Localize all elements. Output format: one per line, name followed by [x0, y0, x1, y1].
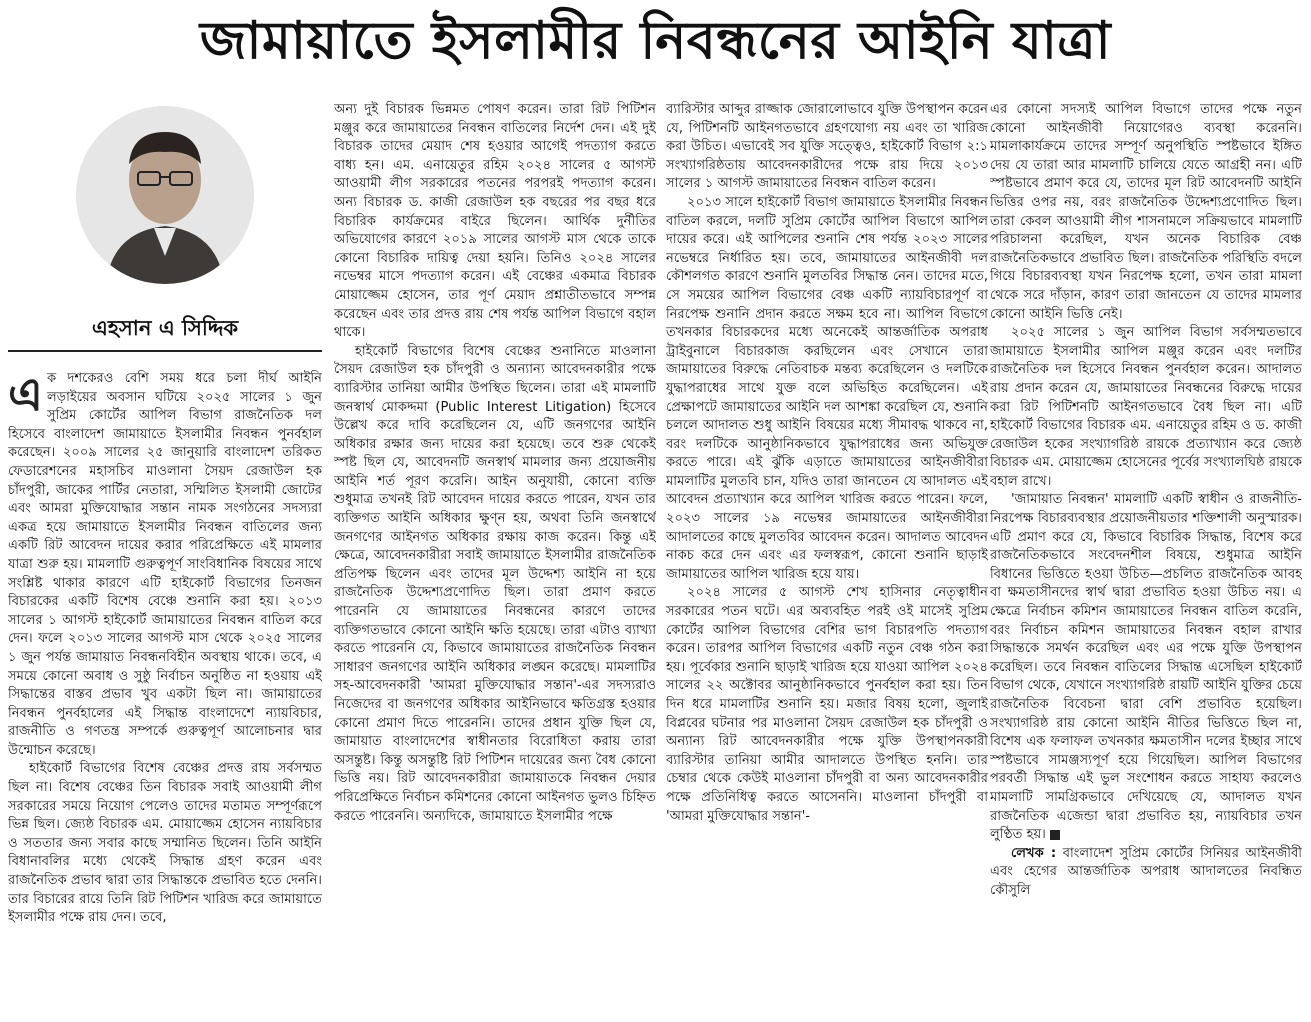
- article-paragraph: ব্যারিস্টার আব্দুর রাজ্জাক জোরালোভাবে যুক্তি উপস্থাপন করেন যে, পিটিশনটি আইনগতভাবে গ্রহণযোগ্য নয় এবং তা খারিজ করা উচিত। এভাবেই সব যুক্তি সত্ত্বেও, হাইকোর্ট বিভাগ ২:১ সংখ্যাগরিষ্ঠতায় আবেদনকারীদের পক্ষে রায় দিয়ে ২০১৩ সালের ১ আগস্ট জামায়াতের নিবন্ধন বাতিল করেন।: [666, 102, 988, 192]
- end-mark-icon: [1050, 830, 1060, 840]
- author-photo: [76, 106, 254, 284]
- author-bio-text: বাংলাদেশ সুপ্রিম কোর্টের সিনিয়র আইনজীবী এবং হেগের আন্তর্জাতিক অপরাধ আদালতের নিবন্ধিত কৌসুলি: [990, 845, 1302, 898]
- drop-cap: এ: [8, 370, 43, 421]
- article-paragraph: ২০২৪ সালের ৫ আগস্ট শেখ হাসিনার নেতৃত্বাধীন সরকারের পতন ঘটে। এর অব্যবহিত পরই ওই মাসেই সুপ্রিম কোর্টের আপিল বিভাগের বেশির ভাগ বিচারপতি পদত্যাগ করেন। তারপর আপিল বিভাগের একটি নতুন বেঞ্চ গঠন করা হয়। পূর্বেকার শুনানি ছাড়াই খারিজ হয়ে যাওয়া আপিল ২০২৪ সালের ২২ অক্টোবর আনুষ্ঠানিকভাবে পুনর্বহাল করা হয়। তিন দিন ধরে মামলাটির শুনানি হয়। মজার বিষয় হলো, জুলাই বিপ্লবের ঘটনার পর মাওলানা সৈয়দ রেজাউল হক চাঁদপুরী ও অন্যান্য রিট আবেদনকারীর পক্ষে যুক্তি উপস্থাপনকারী ব্যারিস্টার তানিয়া আমীর আদালতে উপস্থিত হননি। তার চেম্বার থেকে কেউই মাওলানা চাঁদপুরী বা অন্য আবেদনকারীর পক্ষে প্রতিনিধিত্ব করতে আসেননি। মাওলানা চাঁদপুরী বা 'আমরা মুক্তিযোদ্ধার সন্তান'-: [666, 585, 988, 824]
- author-bio-label: লেখক :: [1010, 845, 1057, 861]
- article-paragraph: হাইকোর্ট বিভাগের বিশেষ বেঞ্চের শুনানিতে মাওলানা সৈয়দ রেজাউল হক চাঁদপুরী ও অন্যান্য আবেদনকারীর পক্ষে ব্যারিস্টার তানিয়া আমীর উপস্থিত ছিলেন। তারা এই মামলাটি জনস্বার্থ মোকদ্দমা (Public Interest Litigation) হিসেবে উল্লেখ করে দাবি করেছিলেন যে, এটি জনগণের আইনি অধিকার রক্ষার জন্য দায়ের করা হয়েছে। তবে শুরু থেকেই স্পষ্ট ছিল যে, আবেদনটি জনস্বার্থ মামলার জন্য প্রয়োজনীয় আইনি শর্ত পূরণ করেনি। আইন অনুযায়ী, কোনো ব্যক্তি শুধুমাত্র তখনই রিট আবেদন দায়ের করতে পারেন, যখন তার ব্যক্তিগত আইনি অধিকার ক্ষুণ্ন হয়, অথবা তিনি জনস্বার্থে জনগণের আইনগত অধিকার রক্ষায় কাজ করেন। কিন্তু এই ক্ষেত্রে, আবেদনকারীরা সবাই জামায়াতে ইসলামীর রাজনৈতিক প্রতিপক্ষ ছিলেন এবং তাদের মূল উদ্দেশ্য আইনি না হয়ে রাজনৈতিক উদ্দেশ্যপ্রণোদিত ছিল। তারা প্রমাণ করতে পারেননি যে জামায়াতের নিবন্ধনের কারণে তাদের ব্যক্তিগতভাবে কোনো আইনি ক্ষতি হয়েছে। তারা এটাও ব্যাখ্যা করতে পারেননি যে, কিভাবে জামায়াতের রাজনৈতিক নিবন্ধন সাধারণ জনগণের আইনি অধিকার লঙ্ঘন করেছে। মামলাটির সহ-আবেদনকারী 'আমরা মুক্তিযোদ্ধার সন্তান'-এর সদস্যরাও নিজেদের বা জনগণের অধিকার আইনিভাবে ক্ষতিগ্রস্ত হওয়ার কোনো প্রমাণ দিতে পারেননি। তাদের প্রধান যুক্তি ছিল যে, জামায়াত বাংলাদেশের স্বাধীনতার বিরোধিতা করায় তারা অসন্তুষ্ট। কিন্তু অসন্তুষ্টি রিট পিটিশন দায়েরের জন্য বৈধ কোনো ভিত্তি নয়। রিট আবেদনকারীরা জামায়াতকে নিবন্ধন দেয়ার পরিপ্রেক্ষিতে নির্বাচন কমিশনের কোনো আইনগত ভুলও চিহ্নিত করতে পারেননি। অন্যদিকে, জামায়াতে ইসলামীর পক্ষে: [334, 343, 656, 824]
- article-paragraph: ২০১৩ সালে হাইকোর্ট বিভাগ জামায়াতে ইসলামীর নিবন্ধন বাতিল করলে, দলটি সুপ্রিম কোর্টের আপিল বিভাগে আপিল দায়ের করে। এই আপিলের শুনানি শেষ পর্যন্ত ২০২৩ সালের নভেম্বরে নির্ধারিত হয়। তবে, জামায়াতের আইনজীবী দল কৌশলগত কারণে শুনানি মুলতবির সিদ্ধান্ত নেন। তাদের মতে, সে সময়ের আপিল বিভাগের বেঞ্চ একটি ন্যায়বিচারপূর্ণ বা নিরপেক্ষ শুনানি প্রদান করতে সক্ষম হবে না। আপিল বিভাগে তখনকার বিচারকদের মধ্যে অনেকেই আন্তর্জাতিক অপরাধ ট্রাইবুনালে বিচারকাজ করছিলেন এবং সেখানে তারা জামায়াতের বিরুদ্ধে নেতিবাচক মন্তব্য করেছিলেন ও দলটিকে যুদ্ধাপরাধের সাথে যুক্ত বলে অভিহিত করেছিলেন। এই প্রেক্ষাপটে জামায়াতের আইনি দল আশঙ্কা করেছিল যে, শুনানি চললে আদালত শুধু আইনি বিষয়ের মধ্যে সীমাবদ্ধ থাকবে না, বরং দলটিকে আনুষ্ঠানিকভাবে যুদ্ধাপরাধের জন্য অভিযুক্ত করতে পারে। এই ঝুঁকি এড়াতে জামায়াতের আইনজীবীরা মামলাটির মুলতবি চান, যদিও তারা জানতেন যে আদালত এই আবেদন প্রত্যাখ্যান করে আপিল খারিজ করতে পারেন। ফলে, ২০২৩ সালের ১৯ নভেম্বর জামায়াতের আইনজীবীরা আদালতের কাছে মুলতবির আবেদন করেন। আদালত আবেদন নাকচ করে দেন এবং এর ফলস্বরূপ, কোনো শুনানি ছাড়াই জামায়াতের আপিল খারিজ হয়ে যায়।: [666, 194, 988, 582]
- article-paragraph: হাইকোর্ট বিভাগের বিশেষ বেঞ্চের প্রদত্ত রায় সর্বসম্মত ছিল না। বিশেষ বেঞ্চের তিন বিচারক সবাই আওয়ামী লীগ সরকারের সময়ে নিয়োগ পেলেও তাদের মতামত সম্পূর্ণরূপে ভিন্ন ছিল। জ্যেষ্ঠ বিচারক এম. মোয়াজ্জেম হোসেন ন্যায়বিচার ও সততার জন্য সবার কাছে সম্মানিত ছিলেন। তিনি আইনি বিধানাবলির মধ্যে থেকেই সিদ্ধান্ত গ্রহণ করেন এবং রাজনৈতিক প্রভাব দ্বারা তার সিদ্ধান্তকে প্রভাবিত হতে দেননি। তার বিচারের রায়ে তিনি রিট পিটিশন খারিজ করে জামায়াতে ইসলামীর পক্ষে রায় দেন। তবে,: [8, 761, 322, 926]
- article-paragraph: [990, 491, 1302, 844]
- article-paragraph: [8, 370, 322, 760]
- article-paragraph: ২০২৫ সালের ১ জুন আপিল বিভাগ সর্বসম্মতভাবে জামায়াতে ইসলামীর আপিল মঞ্জুর করেন এবং দলটির রাজনৈতিক দল হিসেবে নিবন্ধন পুনর্বহাল করেন। আদালত রায় প্রদান করেন যে, জামায়াতের নিবন্ধনের বিরুদ্ধে দায়ের করা রিট পিটিশনটি আইনগতভাবে বৈধ ছিল না। এটি হাইকোর্ট বিভাগের বিচারক এম. এনায়েতুর রহিম ও ড. কাজী রেজাউল হকের সংখ্যাগরিষ্ঠ রায়কে প্রত্যাখ্যান করে জ্যেষ্ঠ বিচারক এম. মোয়াজ্জেম হোসেনের পূর্বের সংখ্যালঘিষ্ঠ রায়কে বহাল রাখে।: [990, 325, 1302, 489]
- paragraph-text: 'জামায়াত নিবন্ধন' মামলাটি একটি স্বাধীন ও রাজনীতি-নিরপেক্ষ বিচারব্যবস্থার প্রয়োজনীয়তার শক্তিশালী অনুস্মারক। এটি প্রমাণ করে যে, কিভাবে বিচারিক সিদ্ধান্ত, বিশেষ করে রাজনৈতিকভাবে সংবেদনশীল বিষয়ে, শুধুমাত্র আইনি বিধানের ভিত্তিতে হওয়া উচিত—প্রচলিত রাজনৈতিক আবহ বা ক্ষমতাসীনদের স্বার্থ দ্বারা প্রভাবিত হওয়া উচিত নয়। এ ক্ষেত্রে নির্বাচন কমিশন জামায়াতের নিবন্ধন বাতিল করেনি, বরং নির্বাচন কমিশন জামায়াতের নিবন্ধন বহাল রাখার সিদ্ধান্তকে সমর্থন করেছিল এবং এর পক্ষে যুক্তি উপস্থাপন করেছিল। তবে নিবন্ধন বাতিলের সিদ্ধান্ত এসেছিল হাইকোর্ট বিভাগ থেকে, যেখানে সংখ্যাগরিষ্ঠ রায়টি আইনি যুক্তির চেয়ে রাজনৈতিক বিবেচনা দ্বারা বেশি প্রভাবিত হয়েছিল। সংখ্যাগরিষ্ঠ রায় কোনো আইনি নীতির ভিত্তিতে ছিল না, বিশেষ এক ফলাফল তখনকার ক্ষমতাসীন দলের ইচ্ছার সাথে স্পষ্টভাবে সামঞ্জস্যপূর্ণ হয়ে গিয়েছিল। আপিল বিভাগের পরবর্তী সিদ্ধান্ত এই ভুল সংশোধন করতে সাহায্য করলেও মামলাটি সামগ্রিকভাবে দেখিয়েছে যে, আদালত যখন রাজনৈতিক এজেন্ডা দ্বারা প্রভাবিত হয়, ন্যায়বিচার তখন লুণ্ঠিত হয়।: [990, 492, 1302, 843]
- article-column-3: [666, 101, 988, 1019]
- article-paragraph: এর কোনো সদস্যই আপিল বিভাগে তাদের পক্ষে নতুন কোনো আইনজীবী নিয়োগেরও ব্যবস্থা করেননি। মামলাকার্যক্রমে তাদের সম্পূর্ণ অনুপস্থিতি স্পষ্টভাবে ইঙ্গিত দেয় যে তারা আর মামলাটি চালিয়ে যেতে আগ্রহী নন। এটি স্পষ্টভাবে প্রমাণ করে যে, তাদের মূল রিট আবেদনটি আইনি ভিত্তির ওপর নয়, বরং রাজনৈতিক উদ্দেশ্যপ্রণোদিত ছিল। তারা কেবল আওয়ামী লীগ শাসনামলে সক্রিয়ভাবে মামলাটি পরিচালনা করেছিল, যখন অনেক বিচারিক বেঞ্চ রাজনৈতিকভাবে প্রভাবিত ছিল। রাজনৈতিক পরিস্থিতি বদলে গিয়ে বিচারব্যবস্থা যখন নিরপেক্ষ হলো, তখন তারা মামলা থেকে সরে দাঁড়ান, কারণ তারা জানতেন যে তাদের মামলার কোনো আইনি ভিত্তি নেই।: [990, 102, 1302, 322]
- article-paragraph: অন্য দুই বিচারক ভিন্নমত পোষণ করেন। তারা রিট পিটিশন মঞ্জুর করে জামায়াতের নিবন্ধন বাতিলের নির্দেশ দেন। এই দুই বিচারক তাদের মেয়াদ শেষ হওয়ার আগেই পদত্যাগ করতে বাধ্য হন। এম. এনায়েতুর রহিম ২০২৪ সালের ৫ আগস্ট আওয়ামী লীগ সরকারের পতনের পরপরই পদত্যাগ করেন। অন্য বিচারক ড. কাজী রেজাউল হক বছরের পর বছর ধরে বিচারিক কার্যক্রমের বাইরে ছিলেন। আর্থিক দুর্নীতির অভিযোগের কারণে ২০১৯ সালের আগস্ট মাস থেকে তাকে কোনো বিচারিক দায়িত্ব দেয়া হয়নি। তিনিও ২০২৪ সালের নভেম্বর মাসে পদত্যাগ করেন। এই বেঞ্চের একমাত্র বিচারক মোয়াজ্জেম হোসেন, তার পূর্ণ মেয়াদ প্রশ্নাতীতভাবে সম্পন্ন করেছেন এবং তার প্রদত্ত রায় শেষ পর্যন্ত আপিল বিভাগে বহাল থাকে।: [334, 102, 656, 341]
- divider: [8, 350, 322, 352]
- headline: জামায়াতে ইসলামীর নিবন্ধনের আইনি যাত্রা: [199, 11, 1112, 71]
- article-column-2: [334, 101, 656, 1019]
- author-bio: [990, 845, 1302, 901]
- article-column-4: [990, 101, 1302, 1019]
- author-silhouette-icon: [76, 106, 254, 284]
- paragraph-text: ক দশকেরও বেশি সময় ধরে চলা দীর্ঘ আইনি লড়াইয়ের অবসান ঘটিয়ে ২০২৫ সালের ১ জুন সুপ্রিম কোর্টের আপিল বিভাগ রাজনৈতিক দল হিসেবে বাংলাদেশ জামায়াতে ইসলামীর নিবন্ধন পুনর্বহাল করেছেন। ২০০৯ সালের ২৫ জানুয়ারি বাংলাদেশ তরিকত ফেডারেশনের মহাসচিব মাওলানা সৈয়দ রেজাউল হক চাঁদপুরী, জাকের পার্টির নেতারা, সম্মিলিত ইসলামী জোটের এবং আমরা মুক্তিযোদ্ধার সন্তান নামক সংগঠনের সদস্যরা একত্র হয়ে জামায়াতে ইসলামীর নিবন্ধন বাতিলের জন্য একটি রিট আবেদন দায়ের করার পরিপ্রেক্ষিতে এই মামলার যাত্রা শুরু হয়। মামলাটি গুরুত্বপূর্ণ সাংবিধানিক বিষয়ের সাথে সংশ্লিষ্ট থাকার কারণে এটি হাইকোর্ট বিভাগের তিনজন বিচারকের একটি বিশেষ বেঞ্চে শুনানি করা হয়। ২০১৩ সালের ১ আগস্ট হাইকোর্ট জামায়াতের নিবন্ধন বাতিল করে দেন। ফলে ২০১৩ সালের আগস্ট মাস থেকে ২০২৫ সালের ১ জুন পর্যন্ত জামায়াত নিবন্ধনবিহীন অবস্থায় থাকে। তবে, এ সময়ে কোনো অবাধ ও সুষ্ঠু নির্বাচন অনুষ্ঠিত না হওয়ায় এই সিদ্ধান্তের বাস্তব প্রভাব খুব একটা ছিল না। জামায়াতের নিবন্ধন পুনর্বহালের এই সিদ্ধান্ত বাংলাদেশে ন্যায়বিচার, রাজনীতি ও গণতন্ত্র সম্পর্কে গুরুত্বপূর্ণ আলোচনার দ্বার উন্মোচন করেছে।: [8, 371, 322, 758]
- article-column-1: [8, 370, 322, 1018]
- author-name: এহসান এ সিদ্দিক: [91, 316, 239, 340]
